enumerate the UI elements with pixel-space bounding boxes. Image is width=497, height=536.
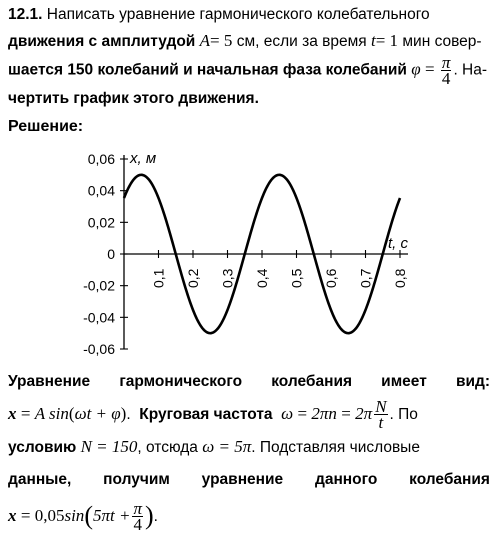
answer-line-4: данные, получим уравнение данного колебания	[8, 471, 490, 488]
y-tick-label: -0,04	[83, 309, 115, 326]
x-tick-label: 0,2	[185, 268, 201, 288]
problem-number: 12.1.	[8, 6, 43, 23]
y-tick-label: 0,04	[87, 182, 115, 199]
x-tick-label: 0,8	[392, 268, 408, 288]
y-tick-label: 0	[107, 246, 115, 262]
x-tick-label: 0,6	[323, 268, 339, 288]
y-tick-label: -0,02	[83, 277, 115, 294]
x-tick-label: 0,4	[254, 268, 270, 288]
answer-line-5: x = 0,05sin(5πt + $\frac{\pi}{4}$ ).	[8, 499, 158, 535]
x-tick-label: 0,7	[357, 268, 374, 288]
answer-line-2: x = A sin(ωt + φ). Круговая частота ω = 2πn = 2π $\frac{N}{t}$ . По	[8, 397, 418, 433]
y-tick-label: -0,06	[83, 341, 115, 357]
answer-line-3: условию N = 150, отсюда ω = 5π. Подставляя числовые	[8, 437, 420, 456]
y-tick-label: 0,06	[87, 151, 115, 167]
x-axis-label: t, c	[388, 235, 409, 252]
x-tick-label: 0,3	[219, 268, 236, 288]
y-tick-label: 0,02	[87, 214, 115, 231]
problem-line-1: 12.1. Написать уравнение гармонического колебательного	[8, 6, 430, 23]
answer-line-1: Уравнение гармонического колебания имеет вид:	[8, 373, 490, 390]
solution-heading: Решение:	[8, 118, 84, 135]
final-pi-over-4-fraction: $\frac{\pi}{4}$	[133, 499, 142, 535]
x-tick-label: 0,5	[288, 268, 305, 288]
problem-line-3: шается 150 колебаний и начальная фаза колебаний φ = $\frac{\pi}{4}$ . На-	[8, 53, 488, 88]
problem-line-4: чертить график этого движения.	[8, 90, 259, 107]
oscillation-chart	[0, 140, 420, 368]
y-axis-label: x, м	[130, 150, 157, 167]
answer-block	[8, 366, 490, 533]
problem-statement	[8, 2, 490, 112]
pi-over-4-fraction: $\frac{\pi}{4}$	[441, 53, 451, 88]
n-over-t-fraction: $\frac{N}{t}$	[375, 397, 387, 433]
problem-line-2: движения с амплитудой A= 5 см, если за время t= 1 мин совер-	[8, 31, 482, 50]
x-tick-label: 0,1	[150, 268, 167, 288]
